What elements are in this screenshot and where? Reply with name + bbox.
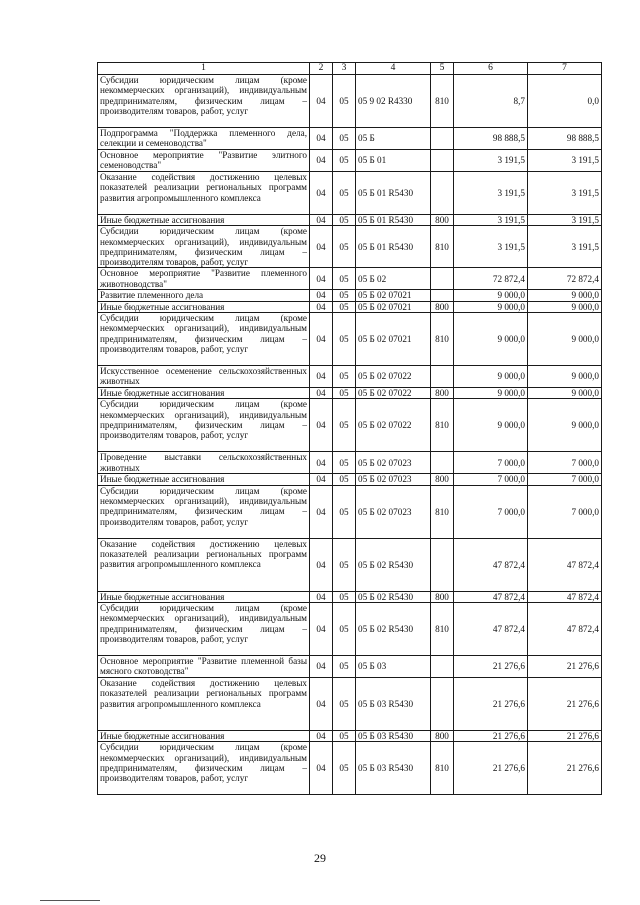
target-article-cell: 05 Б 01 R5430 (356, 226, 431, 268)
amount-col7-cell: 3 191,5 (528, 215, 602, 226)
table-row (98, 226, 602, 268)
subsection-code-cell: 05 (333, 399, 356, 452)
subsection-code-cell: 05 (333, 226, 356, 268)
expense-type-cell (431, 655, 454, 677)
subsection-code-cell: 05 (333, 301, 356, 312)
table-row (98, 730, 602, 741)
amount-col7-cell: 21 276,6 (528, 655, 602, 677)
header-cell: 6 (454, 63, 528, 75)
section-code-cell: 04 (310, 313, 333, 366)
target-article-cell: 05 Б 02 R5430 (356, 591, 431, 602)
table-row (98, 128, 602, 150)
section-code-cell: 04 (310, 268, 333, 290)
amount-col7-cell: 3 191,5 (528, 150, 602, 172)
row-name-cell: Оказание содействия достижению целевых показателей реализации региональных программ развития агропромышленного комплекса (98, 677, 310, 730)
header-cell: 3 (333, 63, 356, 75)
table-row (98, 742, 602, 795)
expense-type-cell: 800 (431, 474, 454, 485)
subsection-code-cell: 05 (333, 538, 356, 591)
target-article-cell: 05 Б 02 07023 (356, 452, 431, 474)
row-name-cell: Основное мероприятие "Развитие элитного семеноводства" (98, 150, 310, 172)
row-name-cell: Иные бюджетные ассигнования (98, 388, 310, 399)
expense-type-cell: 810 (431, 742, 454, 795)
amount-col7-cell: 3 191,5 (528, 172, 602, 215)
amount-col7-cell: 47 872,4 (528, 602, 602, 655)
table-row (98, 452, 602, 474)
amount-col7-cell: 7 000,0 (528, 474, 602, 485)
target-article-cell: 05 Б 02 07022 (356, 399, 431, 452)
table-row (98, 268, 602, 290)
amount-col7-cell: 7 000,0 (528, 485, 602, 538)
header-cell: 2 (310, 63, 333, 75)
expense-type-cell: 810 (431, 313, 454, 366)
amount-col6-cell: 21 276,6 (454, 655, 528, 677)
table-header-row (98, 63, 602, 75)
row-name-cell: Иные бюджетные ассигнования (98, 474, 310, 485)
amount-col6-cell: 7 000,0 (454, 474, 528, 485)
target-article-cell: 05 Б 03 (356, 655, 431, 677)
expense-type-cell: 800 (431, 591, 454, 602)
row-name-cell: Субсидии юридическим лицам (кроме некоммерческих организаций), индивидуальным предпринимателям, физическим лицам – производителям товаров, работ, услуг (98, 226, 310, 268)
subsection-code-cell: 05 (333, 128, 356, 150)
amount-col6-cell: 7 000,0 (454, 452, 528, 474)
expense-type-cell: 810 (431, 485, 454, 538)
amount-col7-cell: 47 872,4 (528, 591, 602, 602)
target-article-cell: 05 Б 02 07023 (356, 474, 431, 485)
amount-col7-cell: 21 276,6 (528, 730, 602, 741)
row-name-cell: Иные бюджетные ассигнования (98, 730, 310, 741)
amount-col6-cell: 9 000,0 (454, 313, 528, 366)
subsection-code-cell: 05 (333, 172, 356, 215)
page-number: 29 (314, 851, 326, 865)
expense-type-cell: 800 (431, 215, 454, 226)
header-cell: 7 (528, 63, 602, 75)
subsection-code-cell: 05 (333, 75, 356, 128)
amount-col7-cell: 72 872,4 (528, 268, 602, 290)
amount-col6-cell: 9 000,0 (454, 399, 528, 452)
amount-col6-cell: 21 276,6 (454, 677, 528, 730)
target-article-cell: 05 Б 01 R5430 (356, 172, 431, 215)
section-code-cell: 04 (310, 655, 333, 677)
amount-col7-cell: 21 276,6 (528, 677, 602, 730)
target-article-cell: 05 Б 02 07021 (356, 290, 431, 301)
expense-type-cell: 810 (431, 602, 454, 655)
section-code-cell: 04 (310, 226, 333, 268)
amount-col6-cell: 7 000,0 (454, 485, 528, 538)
amount-col6-cell: 98 888,5 (454, 128, 528, 150)
subsection-code-cell: 05 (333, 474, 356, 485)
budget-table (97, 62, 602, 795)
amount-col6-cell: 47 872,4 (454, 602, 528, 655)
expense-type-cell (431, 677, 454, 730)
expense-type-cell (431, 172, 454, 215)
header-cell: 4 (356, 63, 431, 75)
amount-col7-cell: 7 000,0 (528, 452, 602, 474)
target-article-cell: 05 Б 03 R5430 (356, 730, 431, 741)
amount-col7-cell: 9 000,0 (528, 313, 602, 366)
amount-col6-cell: 9 000,0 (454, 301, 528, 312)
amount-col6-cell: 3 191,5 (454, 226, 528, 268)
subsection-code-cell: 05 (333, 150, 356, 172)
section-code-cell: 04 (310, 538, 333, 591)
table-row (98, 655, 602, 677)
section-code-cell: 04 (310, 172, 333, 215)
target-article-cell: 05 Б 03 R5430 (356, 742, 431, 795)
section-code-cell: 04 (310, 388, 333, 399)
amount-col6-cell: 3 191,5 (454, 172, 528, 215)
table-row (98, 172, 602, 215)
row-name-cell: Основное мероприятие "Развитие племенной базы мясного скотоводства" (98, 655, 310, 677)
subsection-code-cell: 05 (333, 730, 356, 741)
amount-col6-cell: 9 000,0 (454, 290, 528, 301)
table-row (98, 474, 602, 485)
table-row (98, 602, 602, 655)
table-row (98, 538, 602, 591)
expense-type-cell (431, 538, 454, 591)
section-code-cell: 04 (310, 485, 333, 538)
section-code-cell: 04 (310, 366, 333, 388)
target-article-cell: 05 Б 02 07022 (356, 366, 431, 388)
row-name-cell: Субсидии юридическим лицам (кроме некоммерческих организаций), индивидуальным предпринимателям, физическим лицам – производителям товаров, работ, услуг (98, 602, 310, 655)
table-row (98, 301, 602, 312)
expense-type-cell (431, 128, 454, 150)
expense-type-cell: 800 (431, 301, 454, 312)
subsection-code-cell: 05 (333, 452, 356, 474)
table-row (98, 388, 602, 399)
section-code-cell: 04 (310, 290, 333, 301)
section-code-cell: 04 (310, 150, 333, 172)
amount-col7-cell: 0,0 (528, 75, 602, 128)
target-article-cell: 05 Б (356, 128, 431, 150)
amount-col7-cell: 9 000,0 (528, 388, 602, 399)
section-code-cell: 04 (310, 215, 333, 226)
target-article-cell: 05 Б 02 07022 (356, 388, 431, 399)
subsection-code-cell: 05 (333, 366, 356, 388)
section-code-cell: 04 (310, 677, 333, 730)
expense-type-cell: 800 (431, 730, 454, 741)
amount-col7-cell: 3 191,5 (528, 226, 602, 268)
subsection-code-cell: 05 (333, 268, 356, 290)
amount-col6-cell: 47 872,4 (454, 538, 528, 591)
expense-type-cell: 810 (431, 226, 454, 268)
amount-col6-cell: 21 276,6 (454, 730, 528, 741)
section-code-cell: 04 (310, 301, 333, 312)
section-code-cell: 04 (310, 474, 333, 485)
row-name-cell: Субсидии юридическим лицам (кроме некоммерческих организаций), индивидуальным предпринимателям, физическим лицам – производителям товаров, работ, услуг (98, 75, 310, 128)
target-article-cell: 05 Б 01 (356, 150, 431, 172)
row-name-cell: Проведение выставки сельскохозяйственных животных (98, 452, 310, 474)
expense-type-cell (431, 452, 454, 474)
row-name-cell: Субсидии юридическим лицам (кроме некоммерческих организаций), индивидуальным предпринимателям, физическим лицам – производителям товаров, работ, услуг (98, 485, 310, 538)
amount-col7-cell: 21 276,6 (528, 742, 602, 795)
row-name-cell: Иные бюджетные ассигнования (98, 215, 310, 226)
section-code-cell: 04 (310, 742, 333, 795)
expense-type-cell: 810 (431, 75, 454, 128)
amount-col6-cell: 9 000,0 (454, 388, 528, 399)
row-name-cell: Субсидии юридическим лицам (кроме некоммерческих организаций), индивидуальным предпринимателям, физическим лицам – производителям товаров, работ, услуг (98, 742, 310, 795)
amount-col6-cell: 21 276,6 (454, 742, 528, 795)
table-row (98, 150, 602, 172)
row-name-cell: Развитие племенного дела (98, 290, 310, 301)
header-cell: 1 (98, 63, 310, 75)
target-article-cell: 05 Б 02 (356, 268, 431, 290)
expense-type-cell: 810 (431, 399, 454, 452)
target-article-cell: 05 Б 02 07021 (356, 301, 431, 312)
table-row (98, 366, 602, 388)
expense-type-cell (431, 150, 454, 172)
section-code-cell: 04 (310, 399, 333, 452)
row-name-cell: Искусственное осеменение сельскохозяйственных животных (98, 366, 310, 388)
section-code-cell: 04 (310, 591, 333, 602)
subsection-code-cell: 05 (333, 677, 356, 730)
subsection-code-cell: 05 (333, 485, 356, 538)
row-name-cell: Субсидии юридическим лицам (кроме некоммерческих организаций), индивидуальным предпринимателям, физическим лицам – производителям товаров, работ, услуг (98, 399, 310, 452)
table-row (98, 399, 602, 452)
subsection-code-cell: 05 (333, 602, 356, 655)
row-name-cell: Оказание содействия достижению целевых показателей реализации региональных программ развития агропромышленного комплекса (98, 172, 310, 215)
table-row (98, 75, 602, 128)
section-code-cell: 04 (310, 128, 333, 150)
amount-col7-cell: 47 872,4 (528, 538, 602, 591)
subsection-code-cell: 05 (333, 215, 356, 226)
table-row (98, 313, 602, 366)
row-name-cell: Иные бюджетные ассигнования (98, 591, 310, 602)
subsection-code-cell: 05 (333, 388, 356, 399)
section-code-cell: 04 (310, 452, 333, 474)
scan-edge-line (40, 900, 100, 901)
amount-col7-cell: 98 888,5 (528, 128, 602, 150)
amount-col7-cell: 9 000,0 (528, 301, 602, 312)
table-row (98, 290, 602, 301)
row-name-cell: Подпрограмма "Поддержка племенного дела, селекции и семеноводства" (98, 128, 310, 150)
section-code-cell: 04 (310, 75, 333, 128)
amount-col6-cell: 3 191,5 (454, 215, 528, 226)
target-article-cell: 05 Б 02 07021 (356, 313, 431, 366)
header-cell: 5 (431, 63, 454, 75)
target-article-cell: 05 Б 03 R5430 (356, 677, 431, 730)
expense-type-cell (431, 290, 454, 301)
table-row (98, 677, 602, 730)
subsection-code-cell: 05 (333, 742, 356, 795)
subsection-code-cell: 05 (333, 655, 356, 677)
table-row (98, 215, 602, 226)
table-row (98, 485, 602, 538)
table-row (98, 591, 602, 602)
row-name-cell: Основное мероприятие "Развитие племенного животноводства" (98, 268, 310, 290)
target-article-cell: 05 Б 02 R5430 (356, 538, 431, 591)
amount-col6-cell: 47 872,4 (454, 591, 528, 602)
row-name-cell: Иные бюджетные ассигнования (98, 301, 310, 312)
subsection-code-cell: 05 (333, 313, 356, 366)
subsection-code-cell: 05 (333, 591, 356, 602)
amount-col7-cell: 9 000,0 (528, 366, 602, 388)
section-code-cell: 04 (310, 730, 333, 741)
amount-col6-cell: 3 191,5 (454, 150, 528, 172)
row-name-cell: Субсидии юридическим лицам (кроме некоммерческих организаций), индивидуальным предпринимателям, физическим лицам – производителям товаров, работ, услуг (98, 313, 310, 366)
target-article-cell: 05 Б 02 07023 (356, 485, 431, 538)
target-article-cell: 05 9 02 R4330 (356, 75, 431, 128)
expense-type-cell (431, 366, 454, 388)
row-name-cell: Оказание содействия достижению целевых показателей реализации региональных программ развития агропромышленного комплекса (98, 538, 310, 591)
section-code-cell: 04 (310, 602, 333, 655)
amount-col6-cell: 8,7 (454, 75, 528, 128)
subsection-code-cell: 05 (333, 290, 356, 301)
expense-type-cell (431, 268, 454, 290)
target-article-cell: 05 Б 02 R5430 (356, 602, 431, 655)
amount-col7-cell: 9 000,0 (528, 399, 602, 452)
amount-col6-cell: 9 000,0 (454, 366, 528, 388)
expense-type-cell: 800 (431, 388, 454, 399)
target-article-cell: 05 Б 01 R5430 (356, 215, 431, 226)
amount-col6-cell: 72 872,4 (454, 268, 528, 290)
amount-col7-cell: 9 000,0 (528, 290, 602, 301)
